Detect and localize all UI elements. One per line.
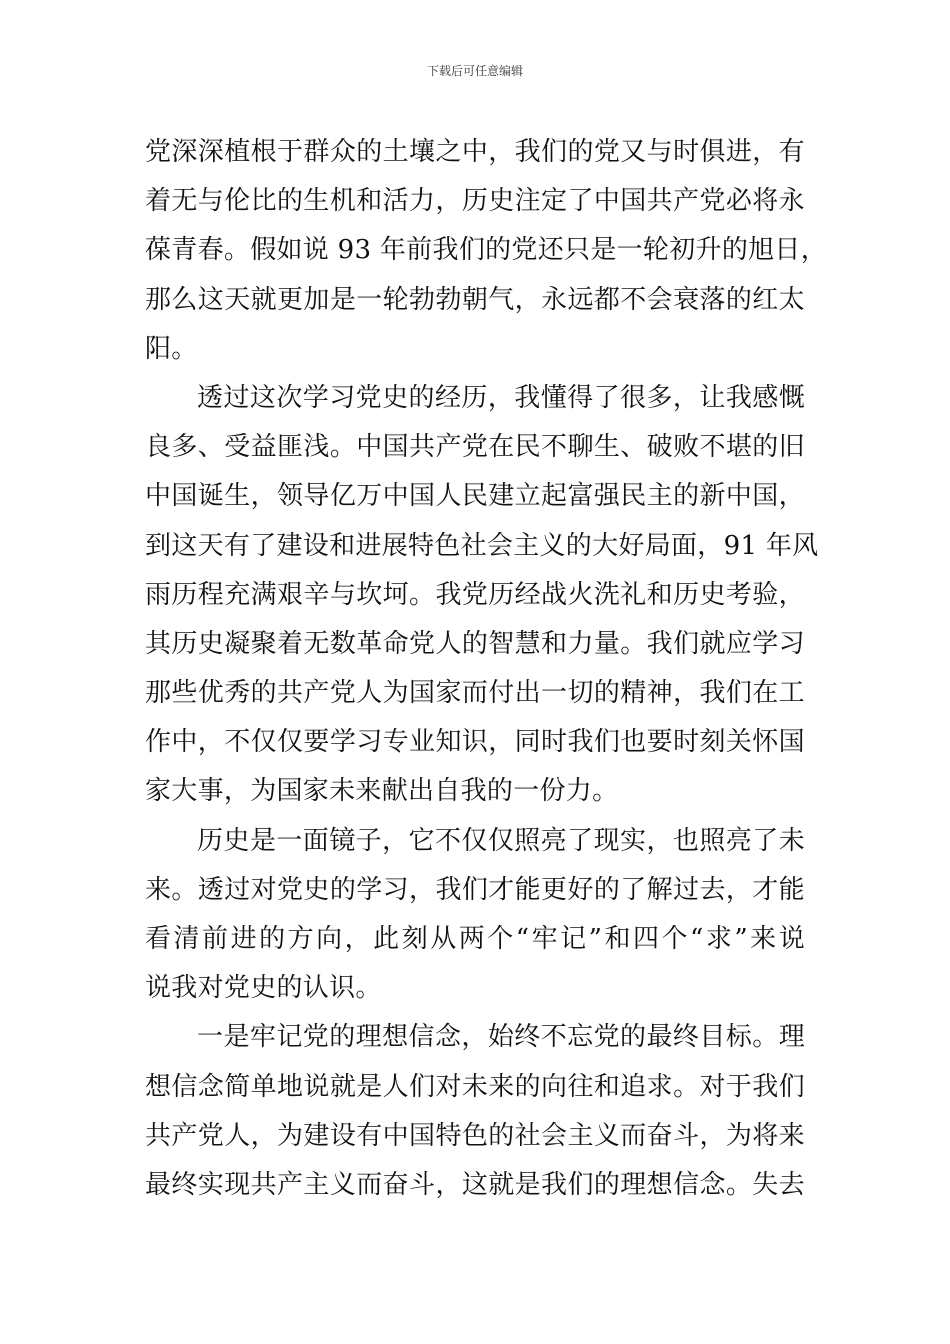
text-line: 透过这次学习党史的经历，我懂得了很多，让我感慨 xyxy=(197,382,805,413)
text-line: 党深深植根于群众的土壤之中，我们的党又与时俱进，有 xyxy=(145,137,805,167)
text-line: 到这天有了建设和进展特色社会主义的大好局面，91 年风 xyxy=(145,530,819,561)
text-line: 共产党人，为建设有中国特色的社会主义而奋斗，为将来 xyxy=(145,1120,805,1151)
text-line: 良多、受益匪浅。中国共产党在民不聊生、破败不堪的旧 xyxy=(145,432,805,463)
text-line: 一是牢记党的理想信念，始终不忘党的最终目标。理 xyxy=(197,1022,805,1053)
text-line: 着无与伦比的生机和活力，历史注定了中国共产党必将永 xyxy=(145,186,805,217)
text-line: 想信念简单地说就是人们对未来的向往和追求。对于我们 xyxy=(145,1071,805,1102)
text-line: 雨历程充满艰辛与坎坷。我党历经战火洗礼和历史考验， xyxy=(145,579,805,610)
text-line: 其历史凝聚着无数革命党人的智慧和力量。我们就应学习 xyxy=(145,628,805,659)
text-line: 作中，不仅仅要学习专业知识，同时我们也要时刻关怀国 xyxy=(145,727,805,758)
text-line: 最终实现共产主义而奋斗，这就是我们的理想信念。失去 xyxy=(145,1169,805,1200)
text-line: 来。透过对党史的学习，我们才能更好的了解过去，才能 xyxy=(145,874,805,905)
text-line: 历史是一面镜子，它不仅仅照亮了现实，也照亮了未 xyxy=(197,825,805,856)
text-line: 那么这天就更加是一轮勃勃朝气，永远都不会衰落的红太 xyxy=(145,284,805,315)
text-line: 葆青春。假如说 93 年前我们的党还只是一轮初升的旭日， xyxy=(145,235,828,266)
page-header-note: 下载后可任意编辑 xyxy=(426,64,523,78)
text-line: 家大事，为国家未来献出自我的一份力。 xyxy=(145,776,619,807)
document-body xyxy=(145,128,828,1210)
text-line: 阳。 xyxy=(145,333,198,364)
text-line: 看清前进的方向，此刻从两个“牢记”和四个“求”来说 xyxy=(145,924,805,954)
text-line: 那些优秀的共产党人为国家而付出一切的精神，我们在工 xyxy=(145,678,805,709)
text-line: 中国诞生，领导亿万中国人民建立起富强民主的新中国， xyxy=(145,481,805,512)
text-line: 说我对党史的认识。 xyxy=(145,973,382,1004)
